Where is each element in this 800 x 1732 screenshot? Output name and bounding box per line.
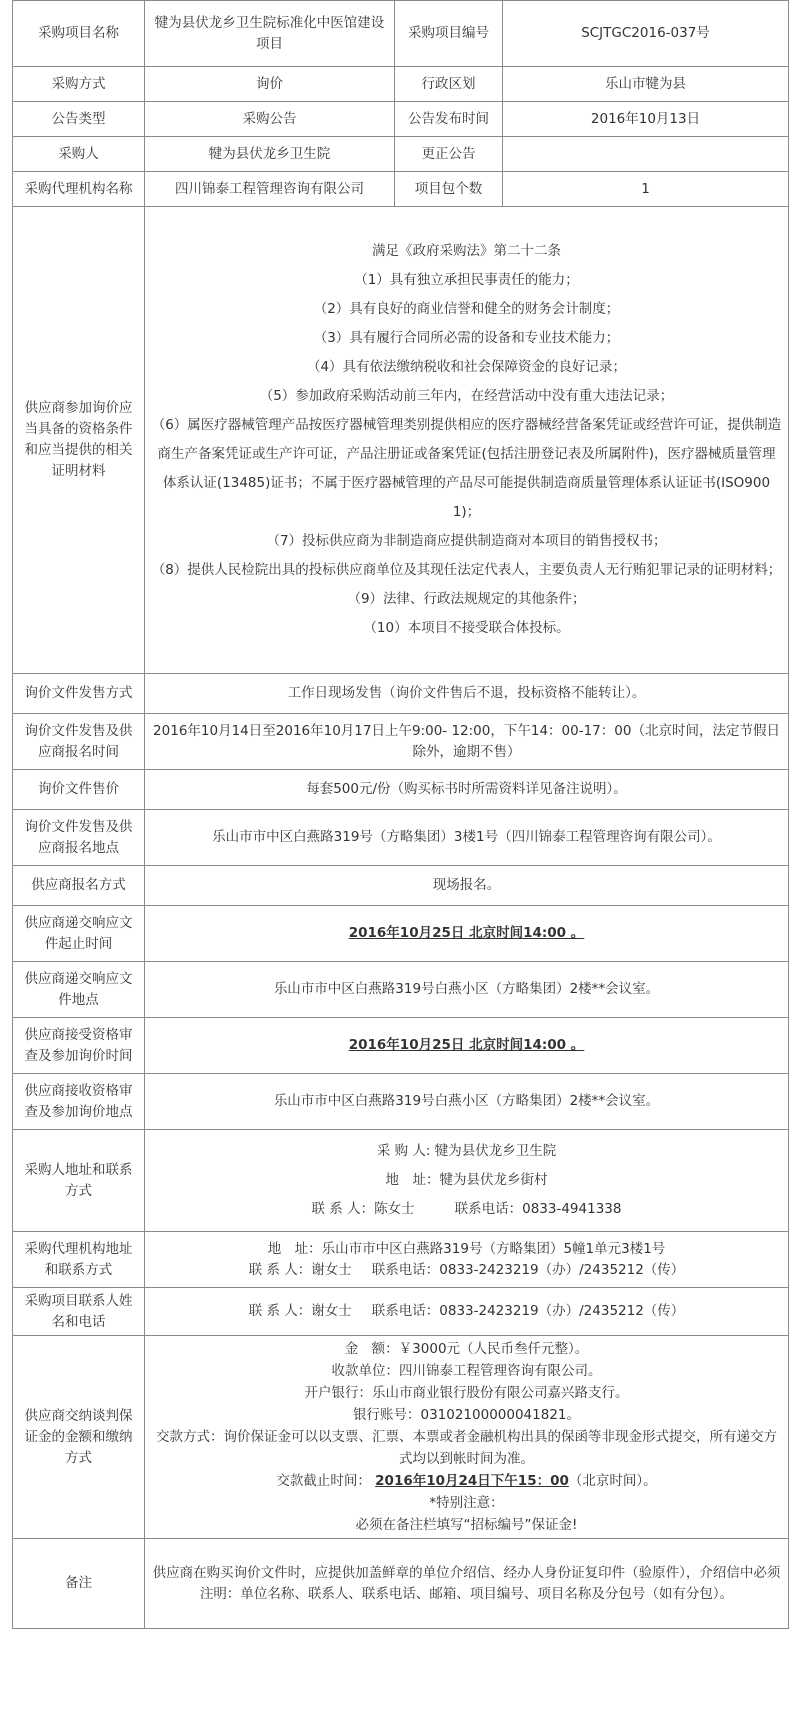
deposit-content [145, 1336, 789, 1539]
row-qualification [13, 207, 789, 674]
deposit-amount: 金 额：￥3000元（人民币叁仟元整）。 [344, 1341, 589, 1357]
row-review-time [13, 1018, 789, 1074]
review-time-value: 2016年10月25日 北京时间14:00 。 [145, 1018, 789, 1074]
review-time-label: 供应商接受资格审查及参加询价时间 [13, 1018, 145, 1074]
deposit-note: 必须在备注栏填写“招标编号”保证金! [355, 1517, 578, 1533]
notice-type-label: 公告类型 [13, 102, 145, 137]
project-code-label: 采购项目编号 [395, 1, 503, 67]
packages-label: 项目包个数 [395, 172, 503, 207]
agency-value: 四川锦泰工程管理咨询有限公司 [145, 172, 395, 207]
region-value: 乐山市犍为县 [503, 67, 789, 102]
row-sale-price [13, 770, 789, 810]
correction-label: 更正公告 [395, 137, 503, 172]
purchaser-contact-content [145, 1130, 789, 1232]
sale-method-value: 工作日现场发售（询价文件售后不退，投标资格不能转让）。 [145, 674, 789, 714]
row-agency [13, 172, 789, 207]
sale-price-label: 询价文件售价 [13, 770, 145, 810]
submit-place-label: 供应商递交响应文件地点 [13, 962, 145, 1018]
agency-contact-content [145, 1232, 789, 1288]
purchaser-line: 采 购 人: 犍为县伏龙乡卫生院 [376, 1143, 557, 1159]
row-submit-time [13, 906, 789, 962]
deposit-deadline-line [151, 1470, 782, 1492]
agency-label: 采购代理机构名称 [13, 172, 145, 207]
sale-place-label: 询价文件发售及供应商报名地点 [13, 810, 145, 866]
agency-address: 地 址：乐山市市中区白燕路319号（方略集团）5幢1单元3楼1号 [267, 1240, 666, 1257]
purchaser-contact-person: 联 系 人：陈女士 [311, 1201, 415, 1217]
project-name-label: 采购项目名称 [13, 1, 145, 67]
qualification-line: （1）具有独立承担民事责任的能力； [354, 272, 579, 288]
qualification-line: 满足《政府采购法》第二十二条 [372, 243, 561, 259]
row-project-name [13, 1, 789, 67]
sale-method-label: 询价文件发售方式 [13, 674, 145, 714]
sale-price-value: 每套500元/份（购买标书时所需资料详见备注说明）。 [145, 770, 789, 810]
qualification-line: （4）具有依法缴纳税收和社会保障资金的良好记录； [306, 359, 627, 375]
method-value: 询价 [145, 67, 395, 102]
submit-time-label: 供应商递交响应文件起止时间 [13, 906, 145, 962]
row-sale-method [13, 674, 789, 714]
register-label: 供应商报名方式 [13, 866, 145, 906]
agency-contact-line [151, 1260, 782, 1281]
deposit-deadline-suffix: （北京时间）。 [568, 1473, 657, 1489]
review-place-value: 乐山市市中区白燕路319号白燕小区（方略集团）2楼**会议室。 [145, 1074, 789, 1130]
project-code-value: SCJTGC2016-037号 [503, 1, 789, 67]
qualification-line: （2）具有良好的商业信誉和健全的财务会计制度； [313, 301, 620, 317]
publish-date-value: 2016年10月13日 [503, 102, 789, 137]
deposit-deadline-prefix: 交款截止时间： [276, 1473, 371, 1489]
packages-value: 1 [503, 172, 789, 207]
deposit-bank: 开户银行：乐山市商业银行股份有限公司嘉兴路支行。 [304, 1385, 629, 1401]
remarks-label: 备注 [13, 1539, 145, 1629]
region-label: 行政区划 [395, 67, 503, 102]
purchaser-address: 地 址：犍为县伏龙乡街村 [385, 1172, 548, 1188]
row-sale-place [13, 810, 789, 866]
purchaser-contact-label: 采购人地址和联系方式 [13, 1130, 145, 1232]
qualification-content [145, 207, 789, 674]
row-notice-type [13, 102, 789, 137]
method-label: 采购方式 [13, 67, 145, 102]
project-contact-content [145, 1288, 789, 1336]
row-deposit [13, 1336, 789, 1539]
register-value: 现场报名。 [145, 866, 789, 906]
row-purchaser [13, 137, 789, 172]
deposit-deadline: 2016年10月24日下午15：00 [375, 1473, 569, 1489]
deposit-method: 交款方式：询价保证金可以以支票、汇票、本票或者金融机构出具的保函等非现金形式提交，所有递交方式均以到帐时间为准。 [156, 1429, 777, 1467]
purchaser-contact-phone: 联系电话：0833-4941338 [454, 1201, 622, 1217]
publish-date-label: 公告发布时间 [395, 102, 503, 137]
agency-contact-label: 采购代理机构地址和联系方式 [13, 1232, 145, 1288]
row-register [13, 866, 789, 906]
row-sale-time [13, 714, 789, 770]
project-contact-person: 联 系 人：谢女士 [248, 1303, 352, 1319]
remarks-value: 供应商在购买询价文件时，应提供加盖鲜章的单位介绍信、经办人身份证复印件（验原件），介绍信中必须注明：单位名称、联系人、联系电话、邮箱、项目编号、项目名称及分包号（如有分包）。 [145, 1539, 789, 1629]
qualification-line: （6）属医疗器械管理产品按医疗器械管理类别提供相应的医疗器械经营备案凭证或经营许可证，提供制造商生产备案凭证或生产许可证，产品注册证或备案凭证(包括注册登记表及所属附件)，医疗器械质量管理体系认证(13485)证书；不属于医疗器械管理的产品尽可能提供制造商质量管理体系认证证书(ISO9001)； [151, 417, 782, 520]
purchaser-label: 采购人 [13, 137, 145, 172]
deposit-note-title: *特别注意： [429, 1495, 504, 1511]
deposit-label: 供应商交纳谈判保证金的金额和缴纳方式 [13, 1336, 145, 1539]
procurement-notice-table [12, 0, 789, 1629]
purchaser-contact-line [151, 1195, 782, 1224]
qualification-line: （10）本项目不接受联合体投标。 [363, 620, 570, 636]
qualification-line: （8）提供人民检院出具的投标供应商单位及其现任法定代表人，主要负责人无行贿犯罪记录的证明材料； [151, 562, 782, 578]
sale-time-label: 询价文件发售及供应商报名时间 [13, 714, 145, 770]
row-method [13, 67, 789, 102]
review-place-label: 供应商接收资格审查及参加询价地点 [13, 1074, 145, 1130]
agency-contact-phone: 联系电话：0833-2423219（办）/2435212（传） [371, 1261, 685, 1278]
notice-type-value: 采购公告 [145, 102, 395, 137]
qualification-line: （5）参加政府采购活动前三年内，在经营活动中没有重大违法记录； [259, 388, 674, 404]
project-contact-phone: 联系电话：0833-2423219（办）/2435212（传） [371, 1303, 685, 1319]
project-name-value: 犍为县伏龙乡卫生院标准化中医馆建设项目 [145, 1, 395, 67]
submit-place-value: 乐山市市中区白燕路319号白燕小区（方略集团）2楼**会议室。 [145, 962, 789, 1018]
purchaser-value: 犍为县伏龙乡卫生院 [145, 137, 395, 172]
row-review-place [13, 1074, 789, 1130]
correction-value [503, 137, 789, 172]
qualification-label: 供应商参加询价应当具备的资格条件和应当提供的相关证明材料 [13, 207, 145, 674]
row-agency-contact [13, 1232, 789, 1288]
qualification-line: （3）具有履行合同所必需的设备和专业技术能力； [313, 330, 620, 346]
deposit-account: 银行账号：03102100000041821。 [352, 1407, 580, 1423]
row-project-contact [13, 1288, 789, 1336]
deposit-payee: 收款单位：四川锦泰工程管理咨询有限公司。 [331, 1363, 602, 1379]
qualification-line: （7）投标供应商为非制造商应提供制造商对本项目的销售授权书； [266, 533, 667, 549]
row-purchaser-contact [13, 1130, 789, 1232]
project-contact-label: 采购项目联系人姓名和电话 [13, 1288, 145, 1336]
sale-place-value: 乐山市市中区白燕路319号（方略集团）3楼1号（四川锦泰工程管理咨询有限公司）。 [145, 810, 789, 866]
submit-time-value: 2016年10月25日 北京时间14:00 。 [145, 906, 789, 962]
row-remarks [13, 1539, 789, 1629]
agency-contact-person: 联 系 人：谢女士 [248, 1261, 352, 1278]
row-submit-place [13, 962, 789, 1018]
sale-time-value: 2016年10月14日至2016年10月17日上午9:00- 12:00，下午14：00-17：00（北京时间，法定节假日除外，逾期不售） [145, 714, 789, 770]
qualification-line: （9）法律、行政法规规定的其他条件； [347, 591, 586, 607]
